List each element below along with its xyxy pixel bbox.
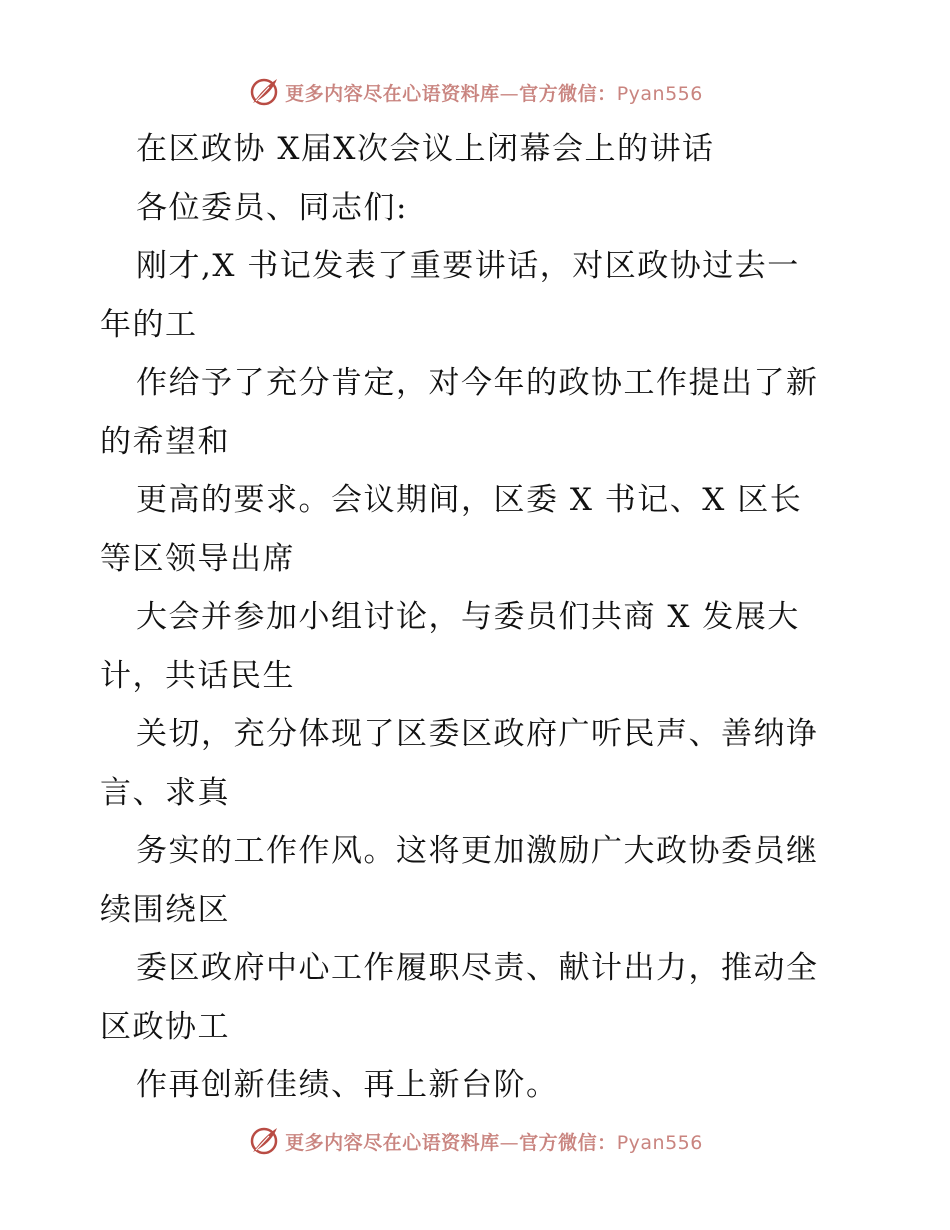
doc-title: 在区政协 X届X次会议上闭幕会上的讲话 xyxy=(136,131,715,167)
watermark-top xyxy=(0,72,950,112)
paragraph-line: 更高的要求。会议期间，区委 X 书记、X 区长 xyxy=(136,482,803,518)
paragraph-line: 言、求真 xyxy=(100,774,230,811)
paragraph-line: 的希望和 xyxy=(100,423,230,460)
paragraph-line: 作给予了充分肯定，对今年的政协工作提出了新 xyxy=(136,365,819,401)
paragraph-line: 续围绕区 xyxy=(100,891,230,928)
paragraph-line: 大会并参加小组讨论，与委员们共商 X 发展大 xyxy=(136,599,800,635)
paragraph-line: 计，共话民生 xyxy=(100,657,295,694)
watermark-bottom xyxy=(0,1121,950,1161)
watermark-text: 更多内容尽在心语资料库—官方微信：Pyan556 xyxy=(285,1131,703,1154)
paragraph-line: 关切，充分体现了区委区政府广听民声、善纳诤 xyxy=(136,716,819,752)
paragraph-line: 等区领导出席 xyxy=(100,540,295,577)
quill-logo-icon xyxy=(247,75,281,109)
paragraph-line: 委区政府中心工作履职尽责、献计出力，推动全 xyxy=(136,950,819,986)
paragraph-line: 刚才,X 书记发表了重要讲话，对区政协过去一 xyxy=(136,248,800,284)
document-body xyxy=(100,120,860,1115)
paragraph-line: 区政协工 xyxy=(100,1008,230,1045)
paragraph-line: 务实的工作作风。这将更加激励广大政协委员继 xyxy=(136,833,819,869)
paragraph-line: 年的工 xyxy=(100,306,198,343)
paragraph-line: 作再创新佳绩、再上新台阶。 xyxy=(136,1067,559,1103)
salutation: 各位委员、同志们: xyxy=(136,189,408,226)
quill-logo-icon xyxy=(247,1124,281,1158)
watermark-text: 更多内容尽在心语资料库—官方微信：Pyan556 xyxy=(285,82,703,105)
